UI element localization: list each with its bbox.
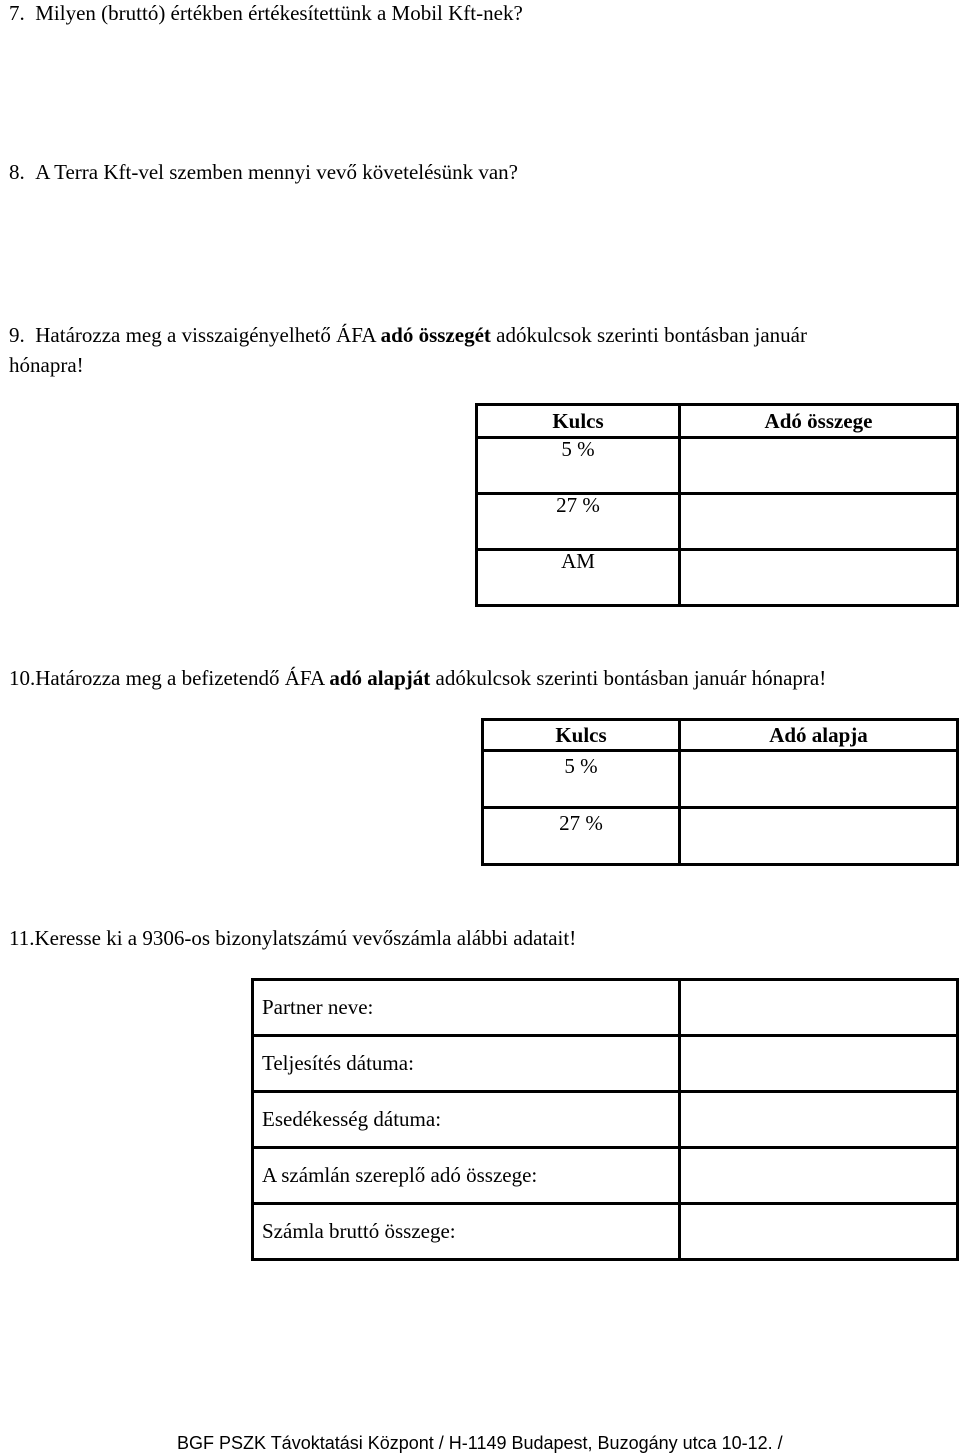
answer-cell[interactable] (680, 438, 958, 494)
table-row (477, 438, 958, 494)
vat-base-table (481, 718, 959, 866)
rate-cell: AM (477, 550, 680, 606)
question-text-line2: hónapra! (9, 353, 84, 377)
field-label: Teljesítés dátuma: (253, 1036, 680, 1092)
question-10 (9, 665, 959, 691)
question-text-bold: adó összegét (380, 323, 491, 347)
table-header-ado-alapja: Adó alapja (680, 720, 958, 751)
answer-cell[interactable] (680, 808, 958, 865)
question-text: adókulcsok szerinti bontásban január hónapra! (430, 666, 827, 690)
question-9 (9, 322, 951, 378)
table-row (477, 494, 958, 550)
question-number: 7. (9, 1, 25, 25)
table-row (483, 751, 958, 808)
table-header-kulcs: Kulcs (477, 405, 680, 438)
table-header-ado-osszege: Adó összege (680, 405, 958, 438)
field-label: Esedékesség dátuma: (253, 1092, 680, 1148)
answer-cell[interactable] (680, 1148, 958, 1204)
question-text: Határozza meg a befizetendő ÁFA (35, 666, 330, 690)
table-row (477, 550, 958, 606)
table-header-kulcs: Kulcs (483, 720, 680, 751)
question-number: 9. (9, 323, 25, 347)
question-text: Határozza meg a visszaigényelhető ÁFA (35, 323, 381, 347)
answer-cell[interactable] (680, 1036, 958, 1092)
table-row (253, 980, 958, 1036)
rate-cell: 27 % (483, 808, 680, 865)
question-8 (9, 159, 949, 185)
question-text: adókulcsok szerinti bontásban január (490, 323, 807, 347)
question-text: A Terra Kft-vel szemben mennyi vevő követelésünk van? (35, 160, 518, 184)
field-label: A számlán szereplő adó összege: (253, 1148, 680, 1204)
question-text: Milyen (bruttó) értékben értékesítettünk a Mobil Kft-nek? (35, 1, 523, 25)
question-text: Keresse ki a 9306-os bizonylatszámú vevőszámla alábbi adatait! (34, 926, 577, 950)
answer-cell[interactable] (680, 494, 958, 550)
answer-cell[interactable] (680, 1092, 958, 1148)
question-text-bold: adó alapját (329, 666, 431, 690)
rate-cell: 5 % (483, 751, 680, 808)
table-row (483, 808, 958, 865)
vat-amount-table (475, 403, 959, 607)
rate-cell: 5 % (477, 438, 680, 494)
table-row (253, 1092, 958, 1148)
table-row (253, 1148, 958, 1204)
answer-cell[interactable] (680, 550, 958, 606)
question-number: 10. (9, 666, 36, 690)
table-row (253, 1204, 958, 1260)
answer-cell[interactable] (680, 751, 958, 808)
page-footer: BGF PSZK Távoktatási Központ / H-1149 Budapest, Buzogány utca 10-12. / (177, 1433, 783, 1453)
question-11 (9, 925, 949, 951)
answer-cell[interactable] (680, 980, 958, 1036)
invoice-details-table (251, 978, 959, 1261)
question-number: 11. (9, 926, 35, 950)
question-7 (9, 0, 949, 26)
answer-cell[interactable] (680, 1204, 958, 1260)
question-number: 8. (9, 160, 25, 184)
field-label: Számla bruttó összege: (253, 1204, 680, 1260)
table-row (253, 1036, 958, 1092)
field-label: Partner neve: (253, 980, 680, 1036)
rate-cell: 27 % (477, 494, 680, 550)
